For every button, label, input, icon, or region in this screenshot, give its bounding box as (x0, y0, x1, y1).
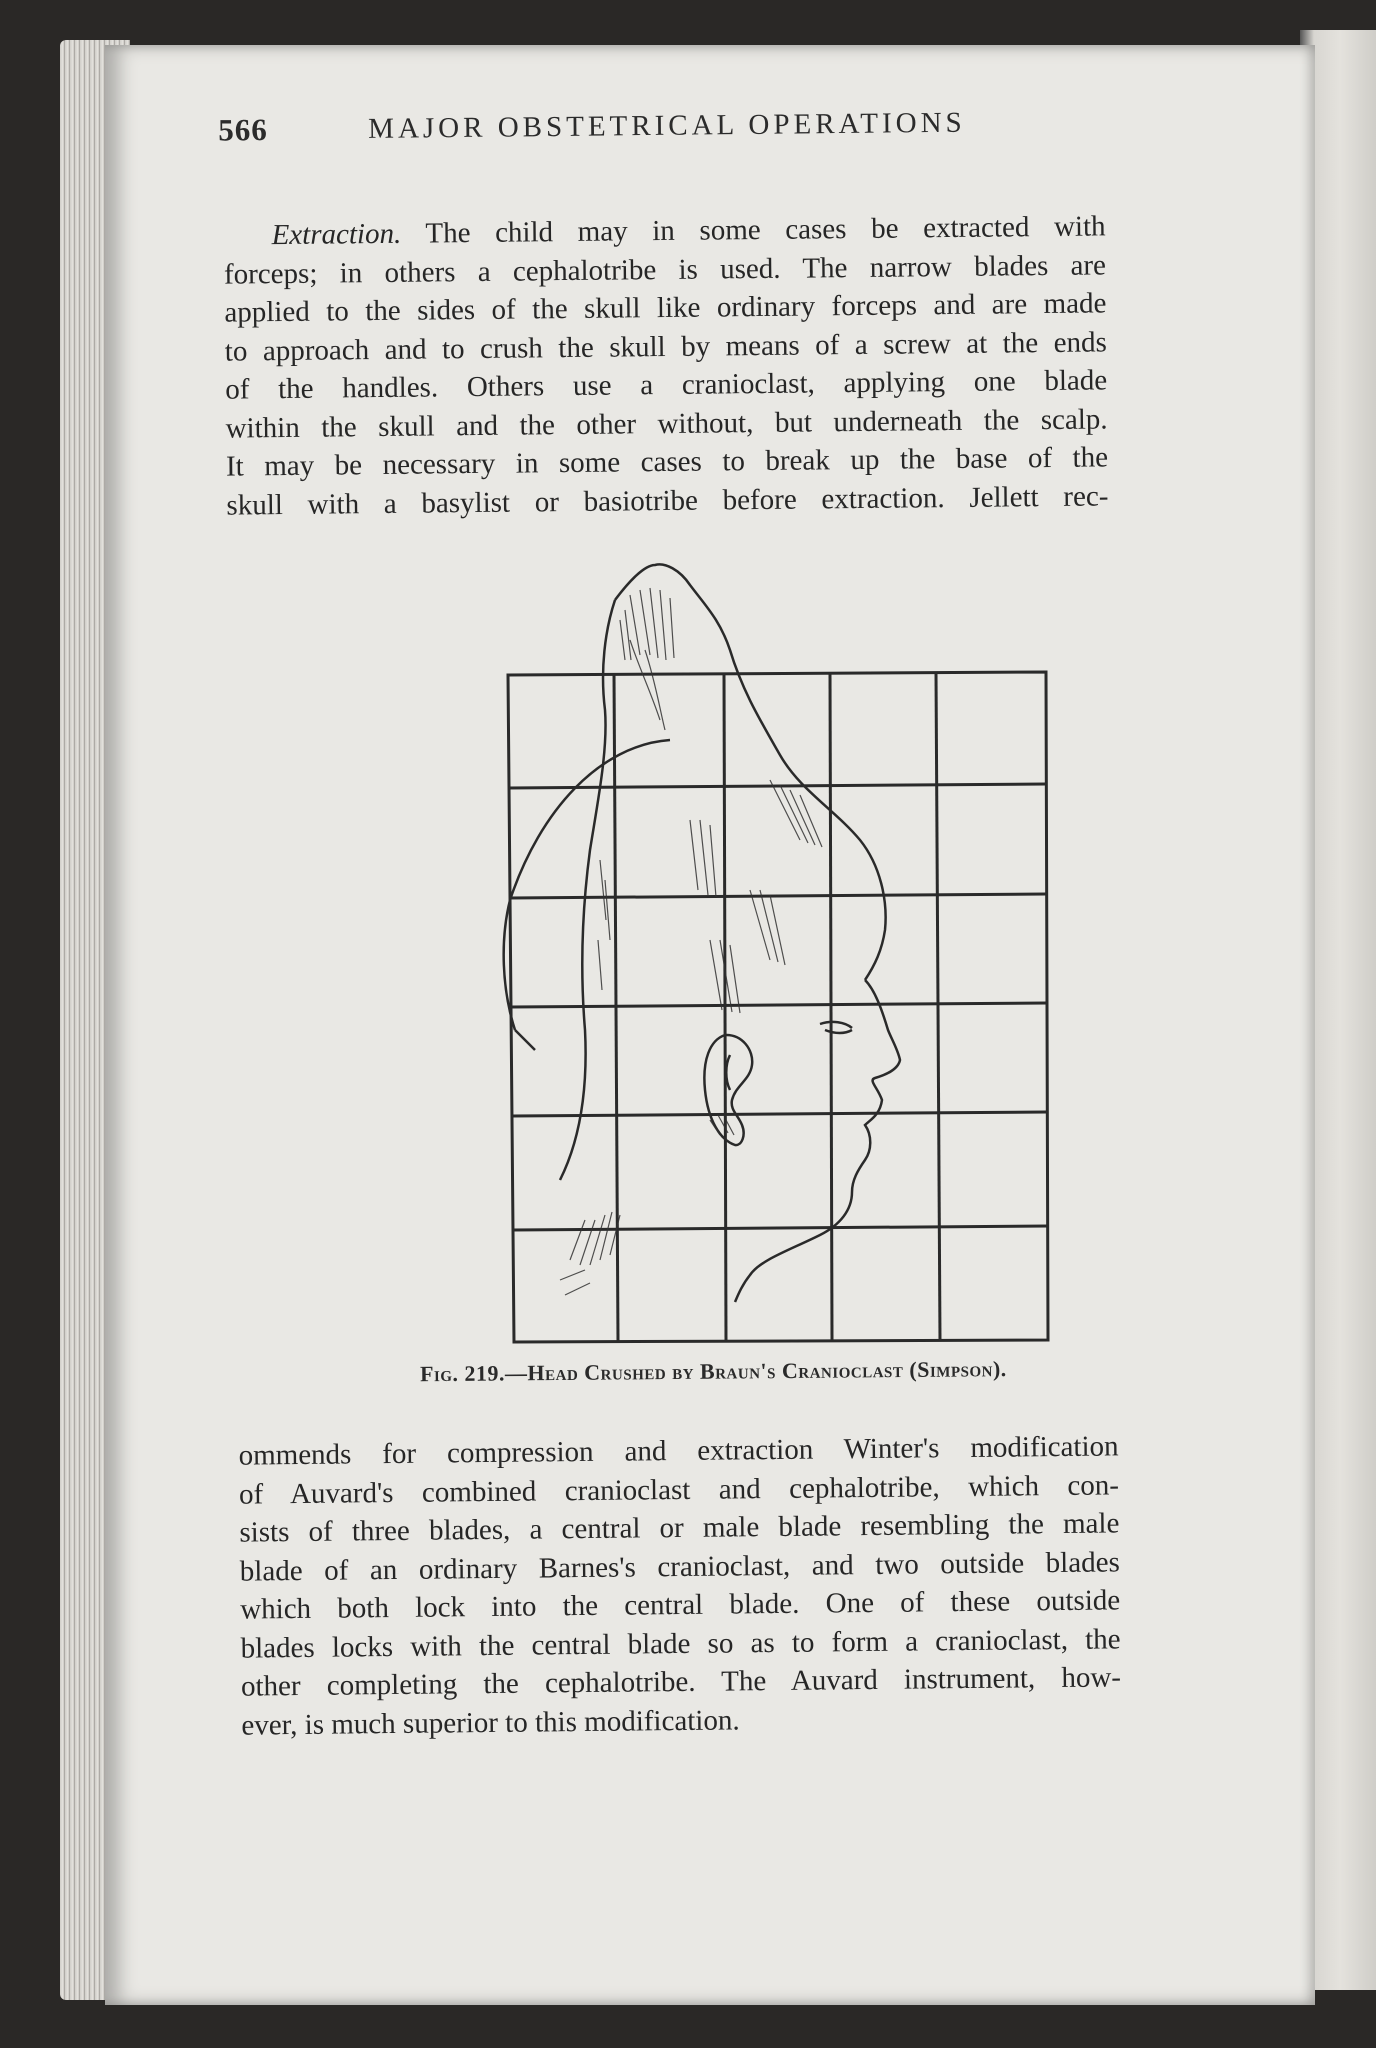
text-line-rest: The child may in some cases be extracted with (425, 210, 1106, 250)
text-line: forceps; in others a cephalotribe is used. The narrow blades are (223, 248, 1107, 291)
text-line: within the skull and the other without, but underneath the scalp. (225, 402, 1108, 445)
text-line: of Auvard's combined cranioclast and cephalotribe, which con- (238, 1468, 1120, 1511)
figure-caption: Fig. 219.—Head Crushed by Braun's Cranioclast (Simpson). (419, 1356, 1007, 1387)
text-line: It may be necessary in some cases to break up the base of the (225, 441, 1109, 483)
hatching-shading (560, 588, 822, 1295)
paragraph-continuation (238, 1427, 1121, 1744)
text-line: ommends for compression and extraction Winter's modification (238, 1430, 1119, 1472)
grid-lines (508, 672, 1048, 1342)
head-grid-drawing (480, 560, 1060, 1360)
figure-219-illustration (480, 560, 1060, 1360)
text-line: applied to the sides of the skull like ordinary forceps and are made (224, 287, 1107, 329)
running-head: MAJOR OBSTETRICAL OPERATIONS (368, 106, 966, 145)
text-line: other completing the cephalotribe. The Auvard instrument, how- (240, 1661, 1122, 1703)
text-line: of the handles. Others use a cranioclast, applying one blade (225, 364, 1108, 406)
text-line: skull with a basylist or basiotribe before extraction. Jellett rec- (226, 479, 1109, 522)
text-line: blade of an ordinary Barnes's cranioclast, and two outside blades (239, 1545, 1120, 1588)
page-number: 566 (218, 111, 268, 148)
text-line: which both lock into the central blade. One of these outside (240, 1584, 1121, 1626)
text-line: blades locks with the central blade so as to form a cranioclast, the (240, 1622, 1121, 1665)
text-line: ever, is much superior to this modification. (241, 1703, 740, 1742)
lead-term: Extraction. (271, 217, 402, 252)
text-line: to approach and to crush the skull by means of a screw at the ends (224, 325, 1107, 368)
paragraph-extraction (223, 207, 1108, 524)
text-line: sists of three blades, a central or male blade resembling the male (239, 1507, 1120, 1549)
